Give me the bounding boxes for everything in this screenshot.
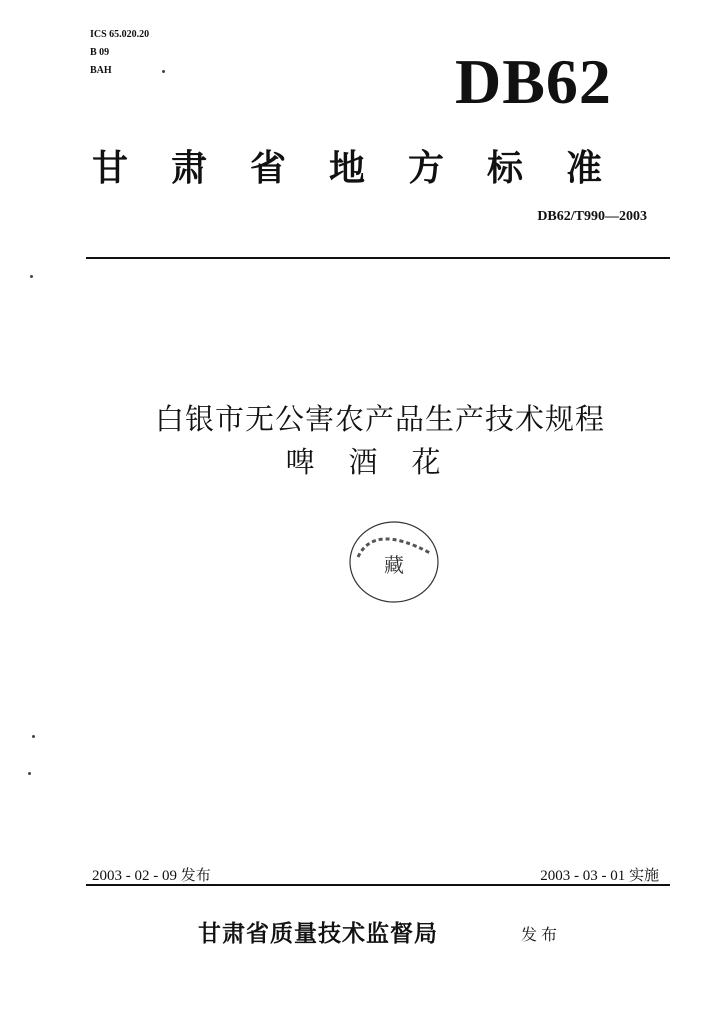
scan-speck [30, 275, 33, 278]
library-seal-stamp [344, 517, 444, 607]
ics-code: ICS 65.020.20 [90, 29, 150, 40]
seal-icon [344, 517, 444, 607]
seal-center-text: 藏 [384, 553, 404, 577]
classification-codes [90, 26, 149, 80]
issuing-authority: 甘肃省质量技术监督局 [198, 920, 438, 947]
document-subtitle: 啤酒花 [285, 445, 475, 479]
bottom-divider [86, 884, 670, 886]
standard-code: DB62 [455, 46, 612, 117]
ccs-code: B 09 [90, 47, 110, 58]
top-divider [86, 257, 670, 259]
issue-date: 2003 - 02 - 09 发布 [92, 868, 211, 884]
filing-code: BAH [90, 65, 112, 76]
standard-number: DB62/T990—2003 [537, 209, 647, 224]
scan-speck [162, 70, 165, 73]
scan-speck [28, 772, 31, 775]
standard-type-title: 甘肃省地方标准 [92, 147, 646, 189]
document-title: 白银市无公害农产品生产技术规程 [154, 402, 605, 436]
issuer-action-label: 发布 [521, 925, 562, 944]
scan-speck [32, 735, 35, 738]
effective-date: 2003 - 03 - 01 实施 [540, 868, 659, 884]
